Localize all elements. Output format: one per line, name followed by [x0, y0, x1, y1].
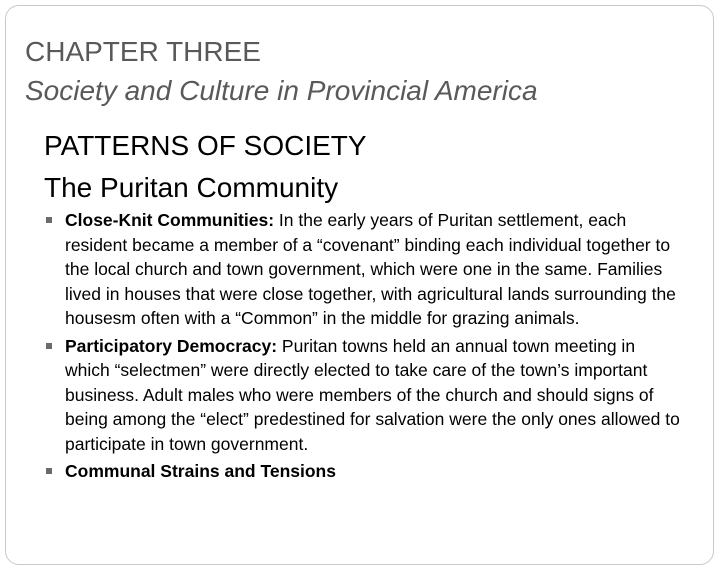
bullet-item	[44, 208, 684, 331]
bullet-list	[44, 208, 684, 487]
square-bullet-icon	[46, 217, 52, 223]
chapter-title: CHAPTER THREE	[25, 36, 261, 67]
bullet-item	[44, 459, 684, 484]
bullet-text: Puritan towns held an annual town meeting in which “selectmen” were directly elected to take care of the town’s important business. Adult males who were members of the church and should signs of being among the “elect” predestined for salvation were the only ones allowed to participate in town government.	[65, 335, 680, 454]
square-bullet-icon	[46, 468, 52, 474]
bullet-item	[44, 334, 684, 457]
section-heading: PATTERNS OF SOCIETY	[44, 130, 367, 161]
slide-title	[25, 32, 538, 110]
square-bullet-icon	[46, 343, 52, 349]
bullet-term: Communal Strains and Tensions	[65, 461, 336, 481]
bullet-term: Close-Knit Communities:	[65, 210, 275, 230]
section-heading-block	[44, 125, 367, 209]
bullet-term: Participatory Democracy:	[65, 335, 278, 356]
chapter-subtitle: Society and Culture in Provincial America	[25, 75, 538, 106]
section-subheading: The Puritan Community	[44, 172, 339, 203]
bullet-text: In the early years of Puritan settlement, each resident became a member of a “covenant” binding each individual together to the local church and town government, which were one in the same. Families lived in houses that were close together, with agricultural lands surrounding the housesm often with a “Common” in the middle for grazing animals.	[65, 210, 676, 328]
